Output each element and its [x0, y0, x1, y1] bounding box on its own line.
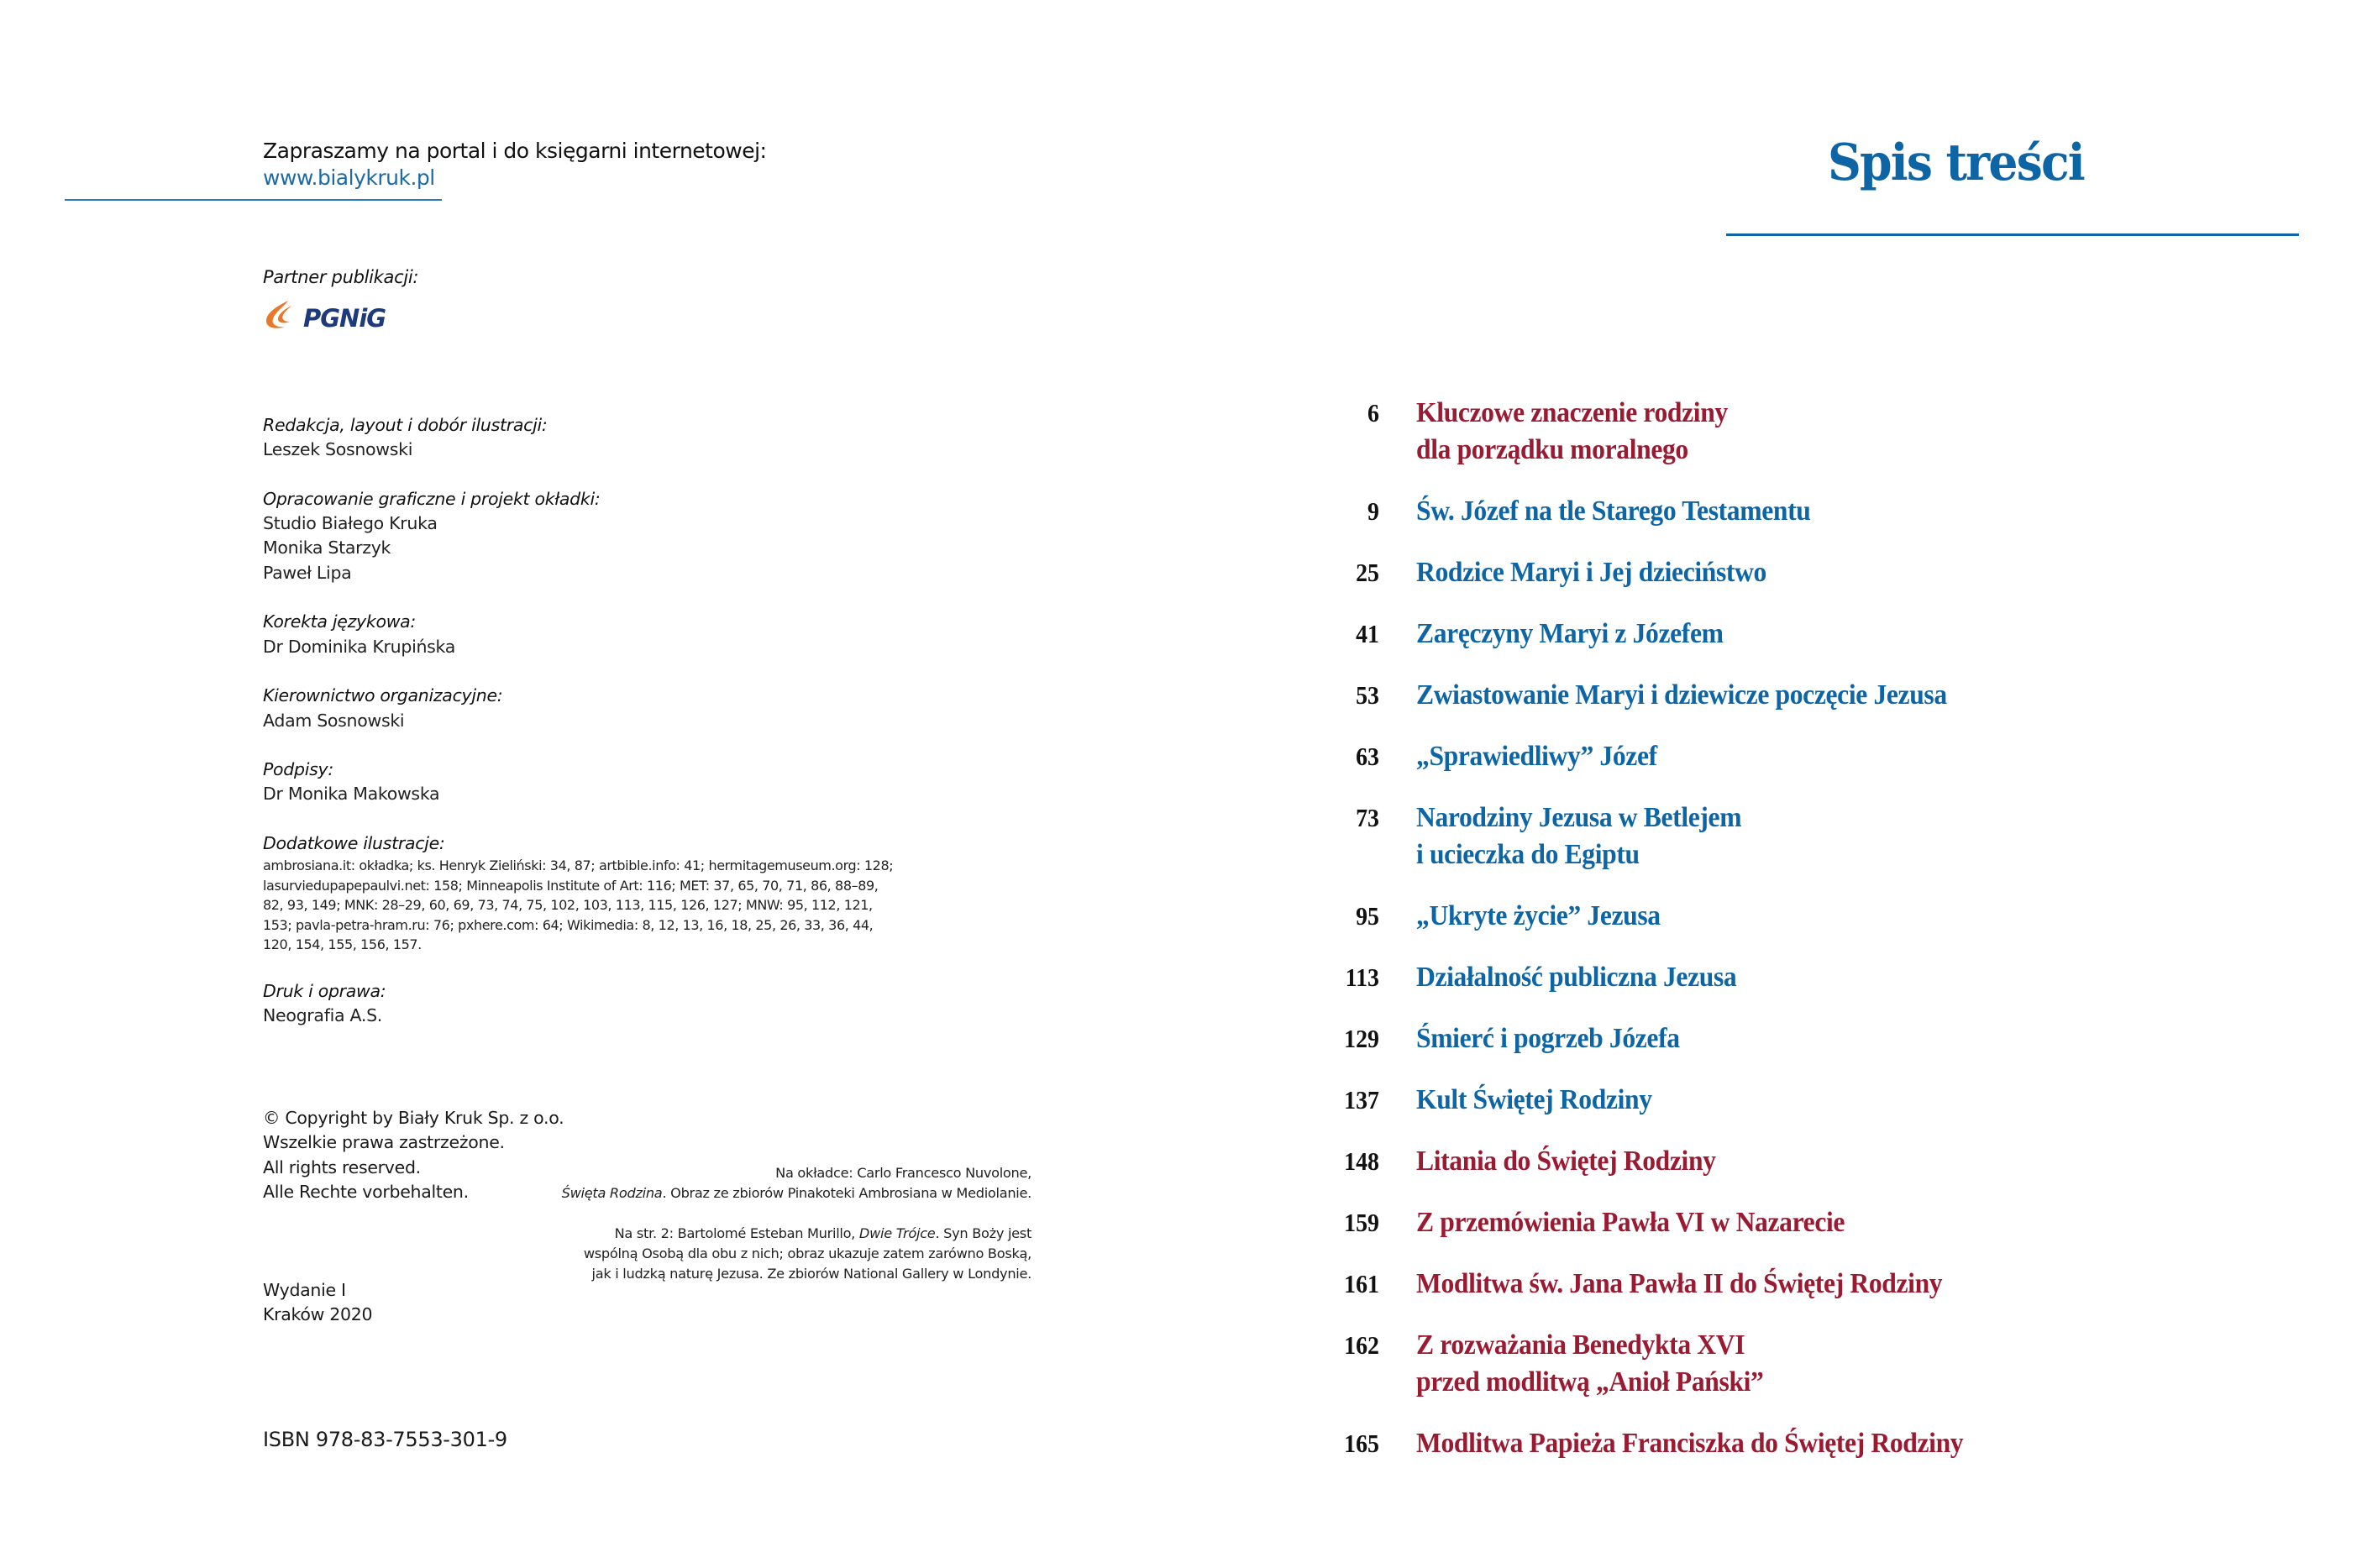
page-title: Spis treści [1828, 134, 2084, 192]
partner-label: Partner publikacji: [263, 267, 419, 287]
toc-chapter-title[interactable] [1416, 1143, 1716, 1180]
toc-chapter-title[interactable] [1416, 1266, 1942, 1303]
toc-title-line: Modlitwa Papieża Franciszka do Świętej Rodziny [1416, 1428, 1964, 1459]
svg-text:PGNiG: PGNiG [303, 304, 386, 331]
credit-name: Dr Monika Makowska [263, 784, 440, 805]
toc-chapter-title[interactable] [1416, 898, 1661, 935]
flame-icon [263, 299, 406, 331]
toc-entry[interactable] [1310, 554, 2318, 591]
image-captions [561, 1163, 1031, 1304]
toc-entry[interactable] [1310, 616, 2318, 653]
toc-title-line: i ucieczka do Egiptu [1416, 839, 1640, 870]
credit-role: Dodatkowe ilustracje: [263, 833, 445, 854]
toc-page-number: 73 [1356, 803, 1379, 832]
credit-role: Opracowanie graficzne i projekt okładki: [263, 488, 601, 509]
isbn: ISBN 978-83-7553-301-9 [263, 1428, 507, 1451]
copyright-line: Alle Rechte vorbehalten. [263, 1181, 469, 1202]
credit-group [263, 831, 901, 955]
toc-title-line: Narodziny Jezusa w Betlejem [1416, 802, 1742, 833]
toc-entry[interactable] [1310, 1143, 2318, 1180]
toc-page-number: 53 [1356, 680, 1379, 710]
credit-name: Leszek Sosnowski [263, 439, 413, 460]
toc-entry[interactable] [1310, 959, 2318, 996]
toc-entry[interactable] [1310, 738, 2318, 775]
credit-role: Druk i oprawa: [263, 981, 386, 1002]
pgnig-logo [263, 299, 406, 331]
title-rule [1726, 233, 2299, 236]
toc-title-line: dla porządku moralnego [1416, 434, 1688, 465]
toc-page-number: 41 [1356, 619, 1379, 648]
credit-name: Paweł Lipa [263, 562, 352, 583]
credit-group [263, 684, 901, 733]
toc-title-line: Litania do Świętej Rodziny [1416, 1146, 1716, 1177]
edition-info [263, 1278, 372, 1328]
caption-prefix: Na str. 2: Bartolomé Esteban Murillo, [614, 1225, 856, 1241]
toc-title-line: Zwiastowanie Maryi i dziewicze poczęcie Jezusa [1416, 679, 1947, 711]
credit-group [263, 413, 901, 463]
divider-rule [65, 199, 442, 201]
toc-title-line: „Ukryte życie” Jezusa [1416, 900, 1661, 931]
toc-entry[interactable] [1310, 800, 2318, 873]
credit-role: Podpisy: [263, 759, 333, 780]
copyright-line: All rights reserved. [263, 1156, 421, 1177]
copyright-line: Wszelkie prawa zastrzeżone. [263, 1132, 505, 1153]
toc-title-line: Modlitwa św. Jana Pawła II do Świętej Rodziny [1416, 1268, 1943, 1299]
toc-page-number: 9 [1367, 496, 1379, 526]
toc-page-number: 161 [1344, 1269, 1379, 1298]
toc-chapter-title[interactable] [1416, 1204, 1845, 1241]
credit-name: ambrosiana.it: okładka; ks. Henryk Zieliński: 34, 87; artbible.info: 41; hermitagemuseum.org: 128; lasurviedupapepaulvi.net: 158; Minneapolis Institute of Art: 116; MET: 37, 65, 70, 71, 86, 88–89, 82, 93, 149; MNK: 28–29, 60, 69, 73, 74, 75, 102, 103, 113, 115, 126, 127; MNW: 95, 112, 121, 153; pavla-petra-hram.ru: 76; pxhere.com: 64; Wikimedia: 8, 12, 13, 16, 18, 25, 26, 33, 36, 44, 120, 154, 155, 156, 157. [263, 857, 894, 953]
toc-chapter-title[interactable] [1416, 1020, 1680, 1057]
toc-page-number: 25 [1356, 558, 1379, 587]
toc-title-line: przed modlitwą „Anioł Pański” [1416, 1366, 1764, 1398]
toc-entry[interactable] [1310, 1204, 2318, 1241]
toc-chapter-title[interactable] [1416, 1327, 1764, 1401]
credit-role: Redakcja, layout i dobór ilustracji: [263, 415, 548, 435]
toc-page-number: 6 [1367, 398, 1379, 427]
toc-chapter-title[interactable] [1416, 800, 1741, 873]
toc-entry[interactable] [1310, 1425, 2318, 1462]
toc-chapter-title[interactable] [1416, 677, 1947, 714]
toc-title-line: Działalność publiczna Jezusa [1416, 962, 1737, 993]
toc-title-line: Św. Józef na tle Starego Testamentu [1416, 496, 1811, 527]
toc-page-number: 95 [1356, 901, 1379, 931]
toc-chapter-title[interactable] [1416, 738, 1657, 775]
edition-line: Kraków 2020 [263, 1304, 373, 1325]
toc-chapter-title[interactable] [1416, 1425, 1963, 1462]
toc-page-number: 148 [1344, 1146, 1379, 1176]
toc-page-number: 129 [1344, 1024, 1379, 1053]
credit-role: Korekta językowa: [263, 611, 417, 632]
toc-title-line: Rodzice Maryi i Jej dzieciństwo [1416, 557, 1766, 588]
toc-title-line: Zaręczyny Maryi z Józefem [1416, 618, 1724, 649]
credit-name: Dr Dominika Krupińska [263, 636, 456, 657]
toc-entry[interactable] [1310, 1020, 2318, 1057]
credit-group [263, 758, 901, 807]
toc-chapter-title[interactable] [1416, 493, 1810, 530]
toc-title-line: Z rozważania Benedykta XVI [1416, 1329, 1745, 1361]
credits-list [263, 413, 901, 1053]
credit-group [263, 487, 901, 585]
toc-entry[interactable] [1310, 395, 2318, 469]
toc-page-number: 113 [1345, 962, 1379, 992]
caption-rest: . Obraz ze zbiorów Pinakoteki Ambrosiana w Mediolanie. [662, 1185, 1031, 1201]
toc-title-line: Z przemówienia Pawła VI w Nazarecie [1416, 1207, 1845, 1238]
website-link[interactable]: www.bialykruk.pl [263, 165, 435, 190]
copyright-line: © Copyright by Biały Kruk Sp. z o.o. [263, 1108, 564, 1128]
credit-name: Adam Sosnowski [263, 710, 405, 731]
toc-entry[interactable] [1310, 1082, 2318, 1119]
toc-page-number: 63 [1356, 742, 1379, 771]
toc-entry[interactable] [1310, 898, 2318, 935]
caption-prefix: Na okładce: Carlo Francesco Nuvolone, [775, 1165, 1031, 1181]
edition-line: Wydanie I [263, 1280, 346, 1300]
toc-chapter-title[interactable] [1416, 554, 1766, 591]
artwork-title: Dwie Trójce [858, 1225, 936, 1241]
toc-chapter-title[interactable] [1416, 1082, 1652, 1119]
toc-chapter-title[interactable] [1416, 395, 1728, 469]
toc-title-line: „Sprawiedliwy” Józef [1416, 741, 1657, 772]
credit-group [263, 979, 901, 1029]
credit-name: Neografia A.S. [263, 1005, 382, 1026]
toc-page-number: 162 [1344, 1330, 1379, 1360]
credit-group [263, 610, 901, 659]
toc-entry[interactable] [1310, 493, 2318, 530]
invitation-text: Zapraszamy na portal i do księgarni internetowej: [263, 139, 767, 163]
credit-role: Kierownictwo organizacyjne: [263, 685, 503, 706]
toc-page-number: 137 [1344, 1085, 1379, 1114]
page2-caption [561, 1224, 1031, 1284]
toc-page-number: 159 [1344, 1208, 1379, 1237]
credit-name: Studio Białego Kruka [263, 513, 438, 534]
caption-rest: . Syn Boży jest wspólną Osobą dla obu z nich; obraz ukazuje zatem zarówno Boską, jak i ludzką naturę Jezusa. Ze zbiorów National Gallery w Londynie. [583, 1225, 1031, 1282]
cover-caption [561, 1163, 1031, 1204]
toc-entry[interactable] [1310, 1266, 2318, 1303]
toc-chapter-title[interactable] [1416, 616, 1724, 653]
toc-entry[interactable] [1310, 677, 2318, 714]
portal-invitation [263, 138, 766, 191]
table-of-contents [1310, 395, 2318, 1487]
toc-entry[interactable] [1310, 1327, 2318, 1401]
toc-title-line: Śmierć i pogrzeb Józefa [1416, 1023, 1680, 1054]
toc-page-number: 165 [1344, 1429, 1379, 1458]
toc-chapter-title[interactable] [1416, 959, 1736, 996]
toc-title-line: Kult Świętej Rodziny [1416, 1084, 1652, 1115]
toc-title-line: Kluczowe znaczenie rodziny [1416, 397, 1728, 428]
credit-name: Monika Starzyk [263, 538, 391, 559]
artwork-title: Święta Rodzina [561, 1185, 663, 1201]
copyright-notice [263, 1106, 564, 1204]
